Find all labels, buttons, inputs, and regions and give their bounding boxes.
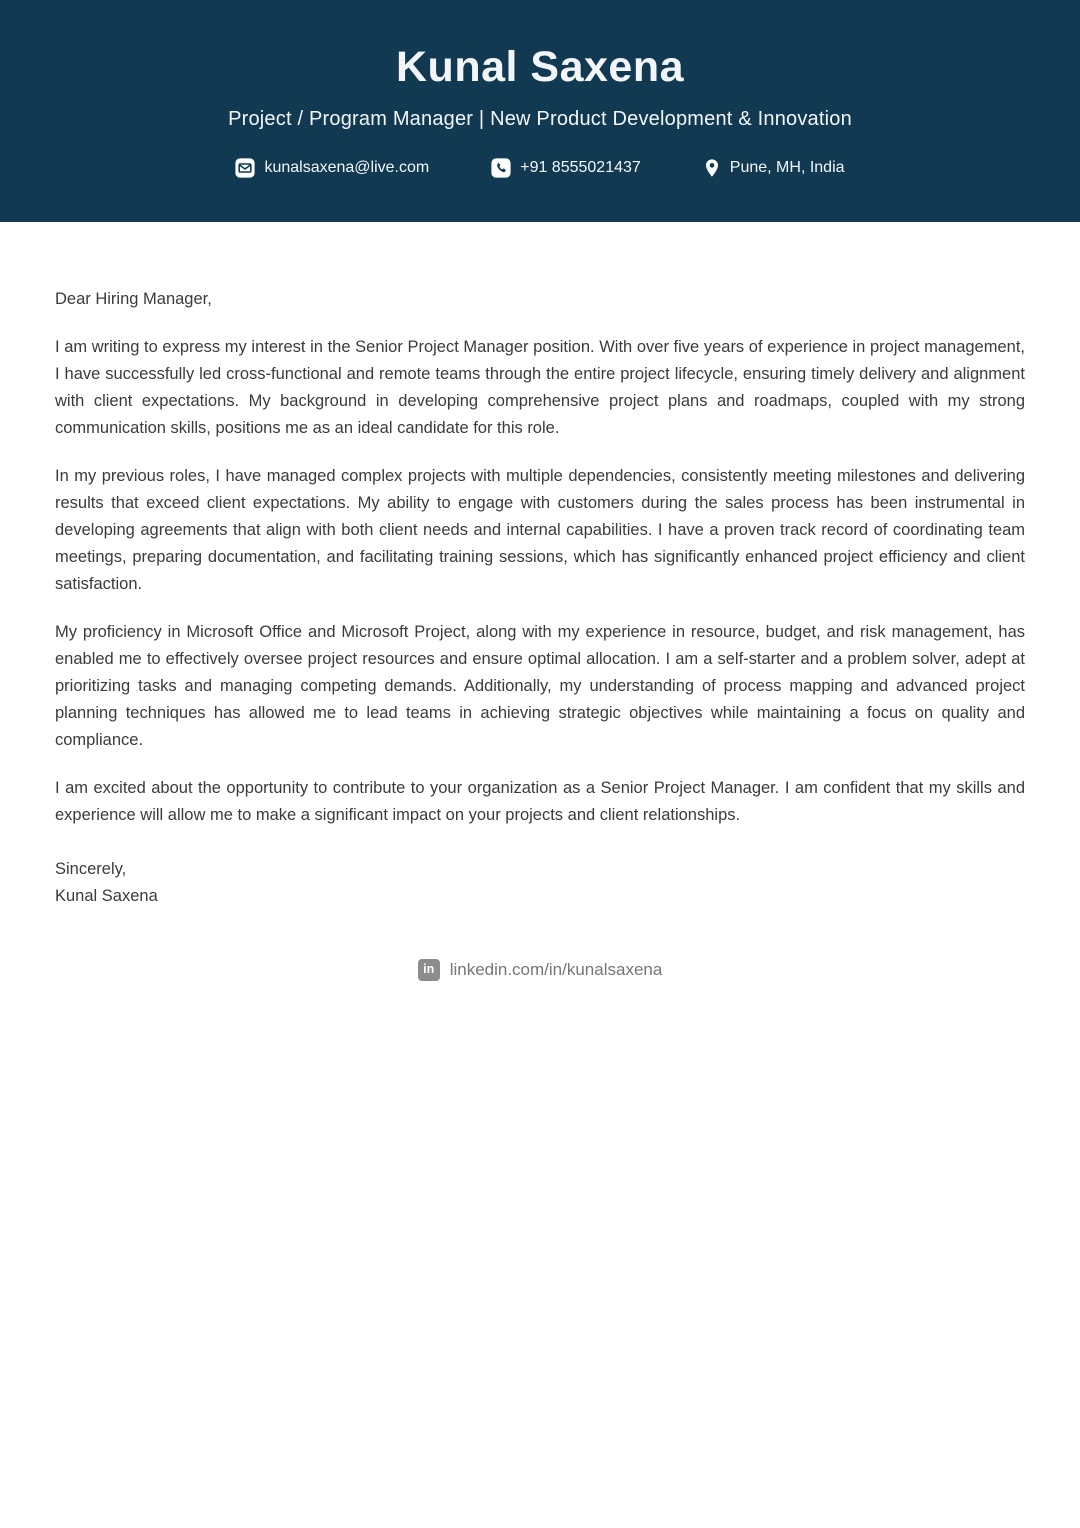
- letter-paragraph: My proficiency in Microsoft Office and Microsoft Project, along with my experience in resource, budget, and risk management, has enabled me to effectively oversee project resources and ensure optimal allocation. I am a self-starter and a problem solver, adept at prioritizing tasks and managing competing demands. Additionally, my understanding of process mapping and advanced project planning techniques has allowed me to lead teams in achieving strategic objectives while maintaining a focus on quality and compliance.: [55, 623, 1025, 749]
- header-band: [0, 0, 1080, 222]
- linkedin-icon: in: [418, 959, 440, 981]
- contact-phone[interactable]: [491, 158, 641, 178]
- letter-paragraph: In my previous roles, I have managed complex projects with multiple dependencies, consistently meeting milestones and delivering results that exceed client expectations. My ability to engage with customers during the sales process has been instrumental in developing agreements that align with both client needs and internal capabilities. I have a proven track record of coordinating team meetings, preparing documentation, and facilitating training sessions, which has significantly enhanced project efficiency and client satisfaction.: [55, 467, 1025, 593]
- letter-body: [0, 222, 1080, 983]
- person-name: Kunal Saxena: [396, 43, 684, 91]
- signature: Kunal Saxena: [55, 887, 158, 905]
- contact-location-text: Pune, MH, India: [729, 159, 845, 177]
- location-icon: [703, 158, 721, 178]
- closing-block: [55, 856, 1025, 910]
- letter-paragraph: I am writing to express my interest in the Senior Project Manager position. With over five years of experience in project management, I have successfully led cross-functional and remote teams through the entire project lifecycle, ensuring timely delivery and alignment with client expectations. My background in developing comprehensive project plans and roadmaps, coupled with my strong communication skills, positions me as an ideal candidate for this role.: [55, 338, 1025, 437]
- contact-location: [703, 158, 845, 178]
- person-title: Project / Program Manager | New Product Development & Innovation: [228, 108, 852, 131]
- phone-icon: [491, 158, 511, 178]
- letter-paragraph: I am excited about the opportunity to contribute to your organization as a Senior Project Manager. I am confident that my skills and experience will allow me to make a significant impact on your projects and client relationships.: [55, 779, 1025, 824]
- linkedin-row[interactable]: [55, 956, 1025, 983]
- contact-email-text: kunalsaxena@live.com: [264, 159, 430, 177]
- contact-row: [0, 158, 1080, 178]
- linkedin-url: linkedin.com/in/kunalsaxena: [449, 960, 663, 979]
- contact-email[interactable]: [235, 158, 429, 178]
- email-icon: [235, 158, 255, 178]
- salutation: Dear Hiring Manager,: [55, 290, 212, 308]
- contact-phone-text: +91 8555021437: [520, 159, 641, 177]
- closing: Sincerely,: [55, 860, 127, 878]
